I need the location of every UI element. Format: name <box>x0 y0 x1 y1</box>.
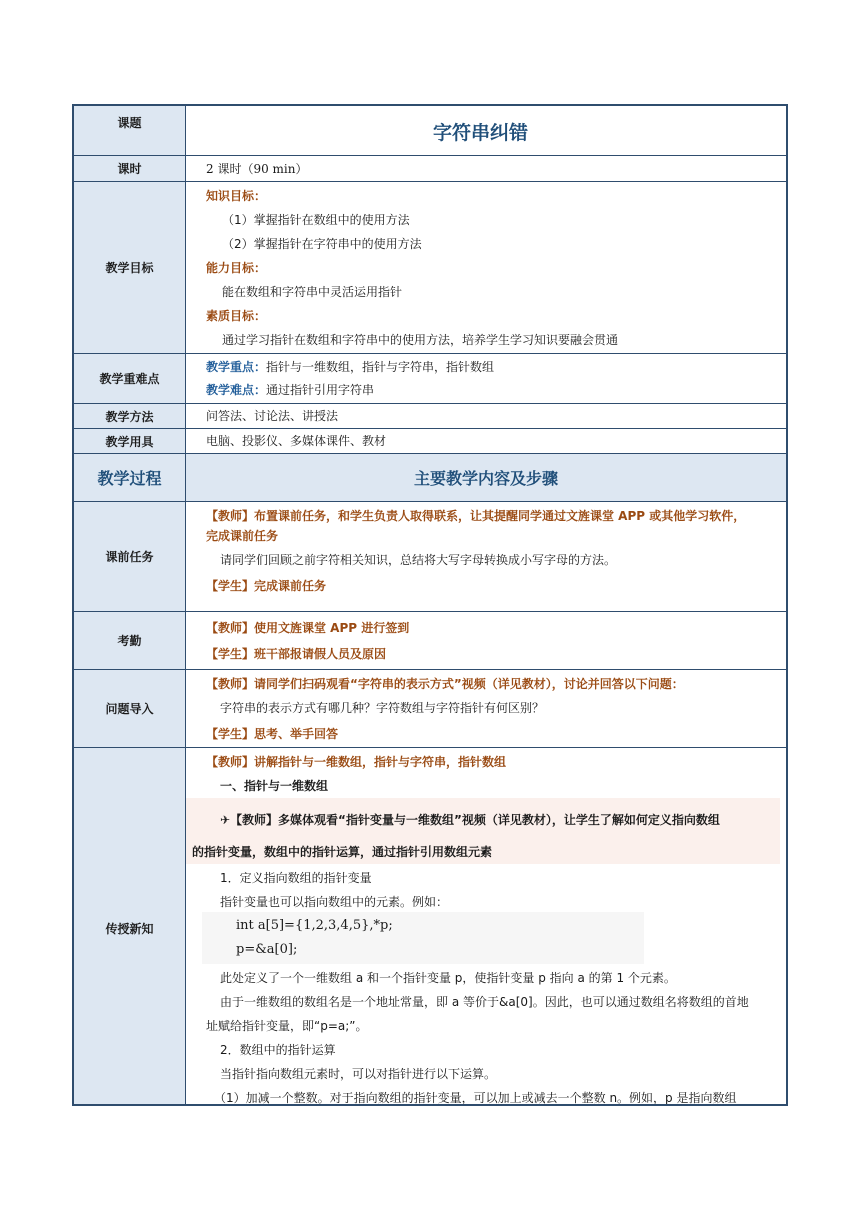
pre-task-body: 请同学们回顾之前字符相关知识，总结将大写字母转换成小写字母的方法。 <box>220 553 617 567</box>
attendance-teacher: 【教师】使用文旌课堂 APP 进行签到 <box>206 621 410 635</box>
label-new-knowledge: 传授新知 <box>74 748 186 1106</box>
label-attendance: 考勤 <box>74 612 186 669</box>
row-new-knowledge <box>74 748 786 1106</box>
difficulty-title: 教学难点： <box>206 383 267 397</box>
subsection-1: 1．定义指向数组的指针变量 <box>220 871 372 885</box>
video-line-1: ✈【教师】多媒体观看“指针变量与一维数组”视频（详见教材），让学生了解如何定义指向数组 <box>220 813 720 827</box>
row-process-header <box>74 454 786 502</box>
tools-value: 电脑、投影仪、多媒体课件、教材 <box>206 434 387 448</box>
knowledge-goal-title: 知识目标： <box>206 189 267 203</box>
row-intro <box>74 670 786 748</box>
focus-title: 教学重点： <box>206 360 267 374</box>
intro-student: 【学生】思考、举手回答 <box>206 727 339 741</box>
focus-line <box>206 359 494 375</box>
row-tools <box>74 429 786 454</box>
intro-question: 字符串的表示方式有哪几种？字符数组与字符指针有何区别？ <box>220 701 545 715</box>
hours-value: 2 课时（90 min） <box>206 162 308 176</box>
text-5: （1）加减一个整数。对于指向数组的指针变量，可以加上或减去一个整数 n。例如，p 是指向数组 <box>214 1091 737 1105</box>
label-tools: 教学用具 <box>74 429 186 453</box>
difficulty-text: 通过指针引用字符串 <box>266 383 375 397</box>
text-2: 此处定义了一个一维数组 a 和一个指针变量 p，使指针变量 p 指向 a 的第 1 个元素。 <box>220 971 676 985</box>
knowledge-goal-2: （2）掌握指针在字符串中的使用方法 <box>222 237 422 251</box>
text-1: 指针变量也可以指向数组中的元素。例如： <box>220 895 449 909</box>
label-process: 教学过程 <box>74 454 186 501</box>
text-4: 当指针指向数组元素时，可以对指针进行以下运算。 <box>220 1067 497 1081</box>
code-line-2: p=&a[0]; <box>236 942 298 957</box>
row-hours <box>74 156 786 182</box>
row-topic <box>74 106 786 156</box>
knowledge-goal-1: （1）掌握指针在数组中的使用方法 <box>222 213 410 227</box>
label-topic: 课题 <box>74 106 186 155</box>
pre-task-teacher-2: 完成课前任务 <box>206 529 279 543</box>
label-goals: 教学目标 <box>74 182 186 353</box>
text-3b: 址赋给指针变量，即“p=a;”。 <box>206 1019 368 1033</box>
difficulty-line <box>206 382 374 398</box>
intro-teacher: 【教师】请同学们扫码观看“字符串的表示方式”视频（详见教材），讨论并回答以下问题： <box>206 677 684 691</box>
row-attendance <box>74 612 786 670</box>
text-3a: 由于一维数组的数组名是一个地址常量，即 a 等价于&a[0]。因此，也可以通过数组名将数组的首地 <box>220 995 749 1009</box>
attendance-student: 【学生】班干部报请假人员及原因 <box>206 647 387 661</box>
new-knowledge-teacher: 【教师】讲解指针与一维数组，指针与字符串，指针数组 <box>206 755 507 769</box>
video-line-2: 的指针变量，数组中的指针运算，通过指针引用数组元素 <box>192 845 493 859</box>
section-1-title: 一、指针与一维数组 <box>220 779 329 793</box>
label-methods: 教学方法 <box>74 404 186 428</box>
row-goals <box>74 182 786 354</box>
code-line-1: int a[5]={1,2,3,4,5},*p; <box>236 918 393 933</box>
pre-task-student: 【学生】完成课前任务 <box>206 579 327 593</box>
lesson-title: 字符串纠错 <box>433 122 529 144</box>
quality-goal-title: 素质目标： <box>206 309 267 323</box>
label-key-points: 教学重难点 <box>74 354 186 403</box>
ability-goal-title: 能力目标： <box>206 261 267 275</box>
pre-task-teacher-1: 【教师】布置课前任务，和学生负责人取得联系，让其提醒同学通过文旌课堂 APP 或其他学习软件， <box>206 509 746 523</box>
row-key-points <box>74 354 786 404</box>
label-hours: 课时 <box>74 156 186 181</box>
quality-goal-1: 通过学习指针在数组和字符串中的使用方法，培养学生学习知识要融会贯通 <box>222 333 619 347</box>
methods-value: 问答法、讨论法、讲授法 <box>206 409 339 423</box>
row-pre-task <box>74 502 786 612</box>
subsection-2: 2．数组中的指针运算 <box>220 1043 336 1057</box>
ability-goal-1: 能在数组和字符串中灵活运用指针 <box>222 285 403 299</box>
focus-text: 指针与一维数组，指针与字符串，指针数组 <box>266 360 495 374</box>
lesson-plan-table <box>72 104 788 1106</box>
process-header-title: 主要教学内容及步骤 <box>413 469 558 488</box>
label-intro: 问题导入 <box>74 670 186 747</box>
row-methods <box>74 404 786 429</box>
label-pre-task: 课前任务 <box>74 502 186 611</box>
